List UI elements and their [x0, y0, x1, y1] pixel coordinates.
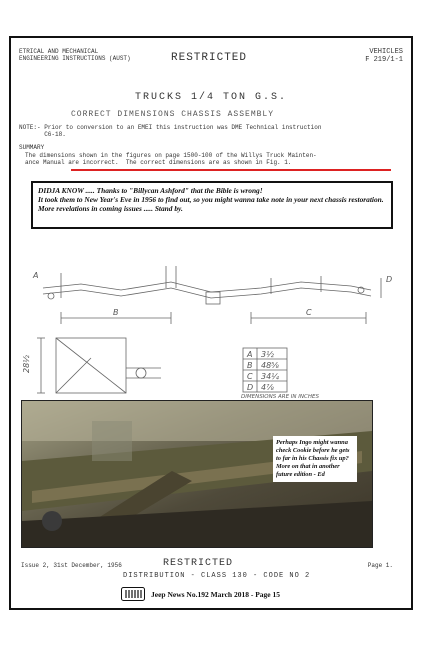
label-b: B	[113, 308, 119, 317]
table-key-b: B	[247, 361, 253, 370]
table-val-d: 4⅞	[261, 383, 274, 392]
table-val-a: 3½	[261, 350, 274, 359]
dimensions-note: DIMENSIONS ARE IN INCHES	[241, 394, 319, 398]
document-page	[9, 36, 413, 610]
didja-line-2: It took them to New Year's Eve in 1956 to find out, so you might wanna take note in your next chassis restoration. More revelations in coming issues ..... Stand by.	[38, 195, 384, 213]
page-number: Page 1.	[367, 562, 393, 569]
didja-line-1: DIDJA KNOW ..... Thanks to "Billycan Ashford" that the Bible is wrong!	[38, 186, 263, 195]
jeep-news-footer	[121, 586, 280, 602]
frame-rail-top	[43, 282, 371, 292]
label-a: A	[33, 271, 39, 280]
document-subtitle: CORRECT DIMENSIONS CHASSIS ASSEMBLY	[71, 110, 275, 119]
frame-rail-bottom	[43, 288, 371, 298]
summary-text: The dimensions shown in the figures on page 1500-100 of the Willys Truck Mainten- ance Manual are incorrect. The correct dimensions are as shown in Fig. 1.	[25, 152, 317, 166]
jeep-grille-icon	[121, 587, 145, 601]
red-underline	[71, 169, 391, 171]
table-key-a: A	[247, 350, 253, 359]
header-department: ETRICAL AND MECHANICAL ENGINEERING INSTRUCTIONS (AUST)	[19, 48, 131, 62]
label-d: D	[386, 275, 393, 284]
header-reference: VEHICLES F 219/1-1	[365, 48, 403, 64]
distribution-code: DISTRIBUTION - CLASS 130 - CODE NO 2	[123, 572, 311, 580]
issue-date: Issue 2, 31st December, 1956	[21, 562, 122, 569]
table-val-b: 48⅝	[261, 361, 279, 370]
footer-restricted: RESTRICTED	[163, 558, 234, 569]
chassis-drawing	[21, 238, 401, 398]
didja-know-box	[31, 181, 393, 229]
summary-heading: SUMMARY	[19, 144, 45, 151]
photo-caption: Perhaps Ingo might wanna check Cookie before he gets to far in his Chassis fix up? More on that in another future edition - Ed	[273, 436, 357, 482]
label-c: C	[306, 308, 312, 317]
document-title: TRUCKS 1/4 TON G.S.	[134, 92, 288, 103]
conversion-note: NOTE:- Prior to conversion to an EMEI this instruction was DME Technical instruction C6-18.	[19, 124, 322, 138]
table-key-d: D	[247, 383, 254, 392]
table-key-c: C	[247, 372, 253, 381]
label-side-dimension: 28½	[22, 355, 31, 373]
jeep-news-credit: Jeep News No.192 March 2018 - Page 15	[151, 589, 281, 599]
table-val-c: 34¼	[261, 372, 279, 381]
header-restricted: RESTRICTED	[171, 52, 248, 64]
